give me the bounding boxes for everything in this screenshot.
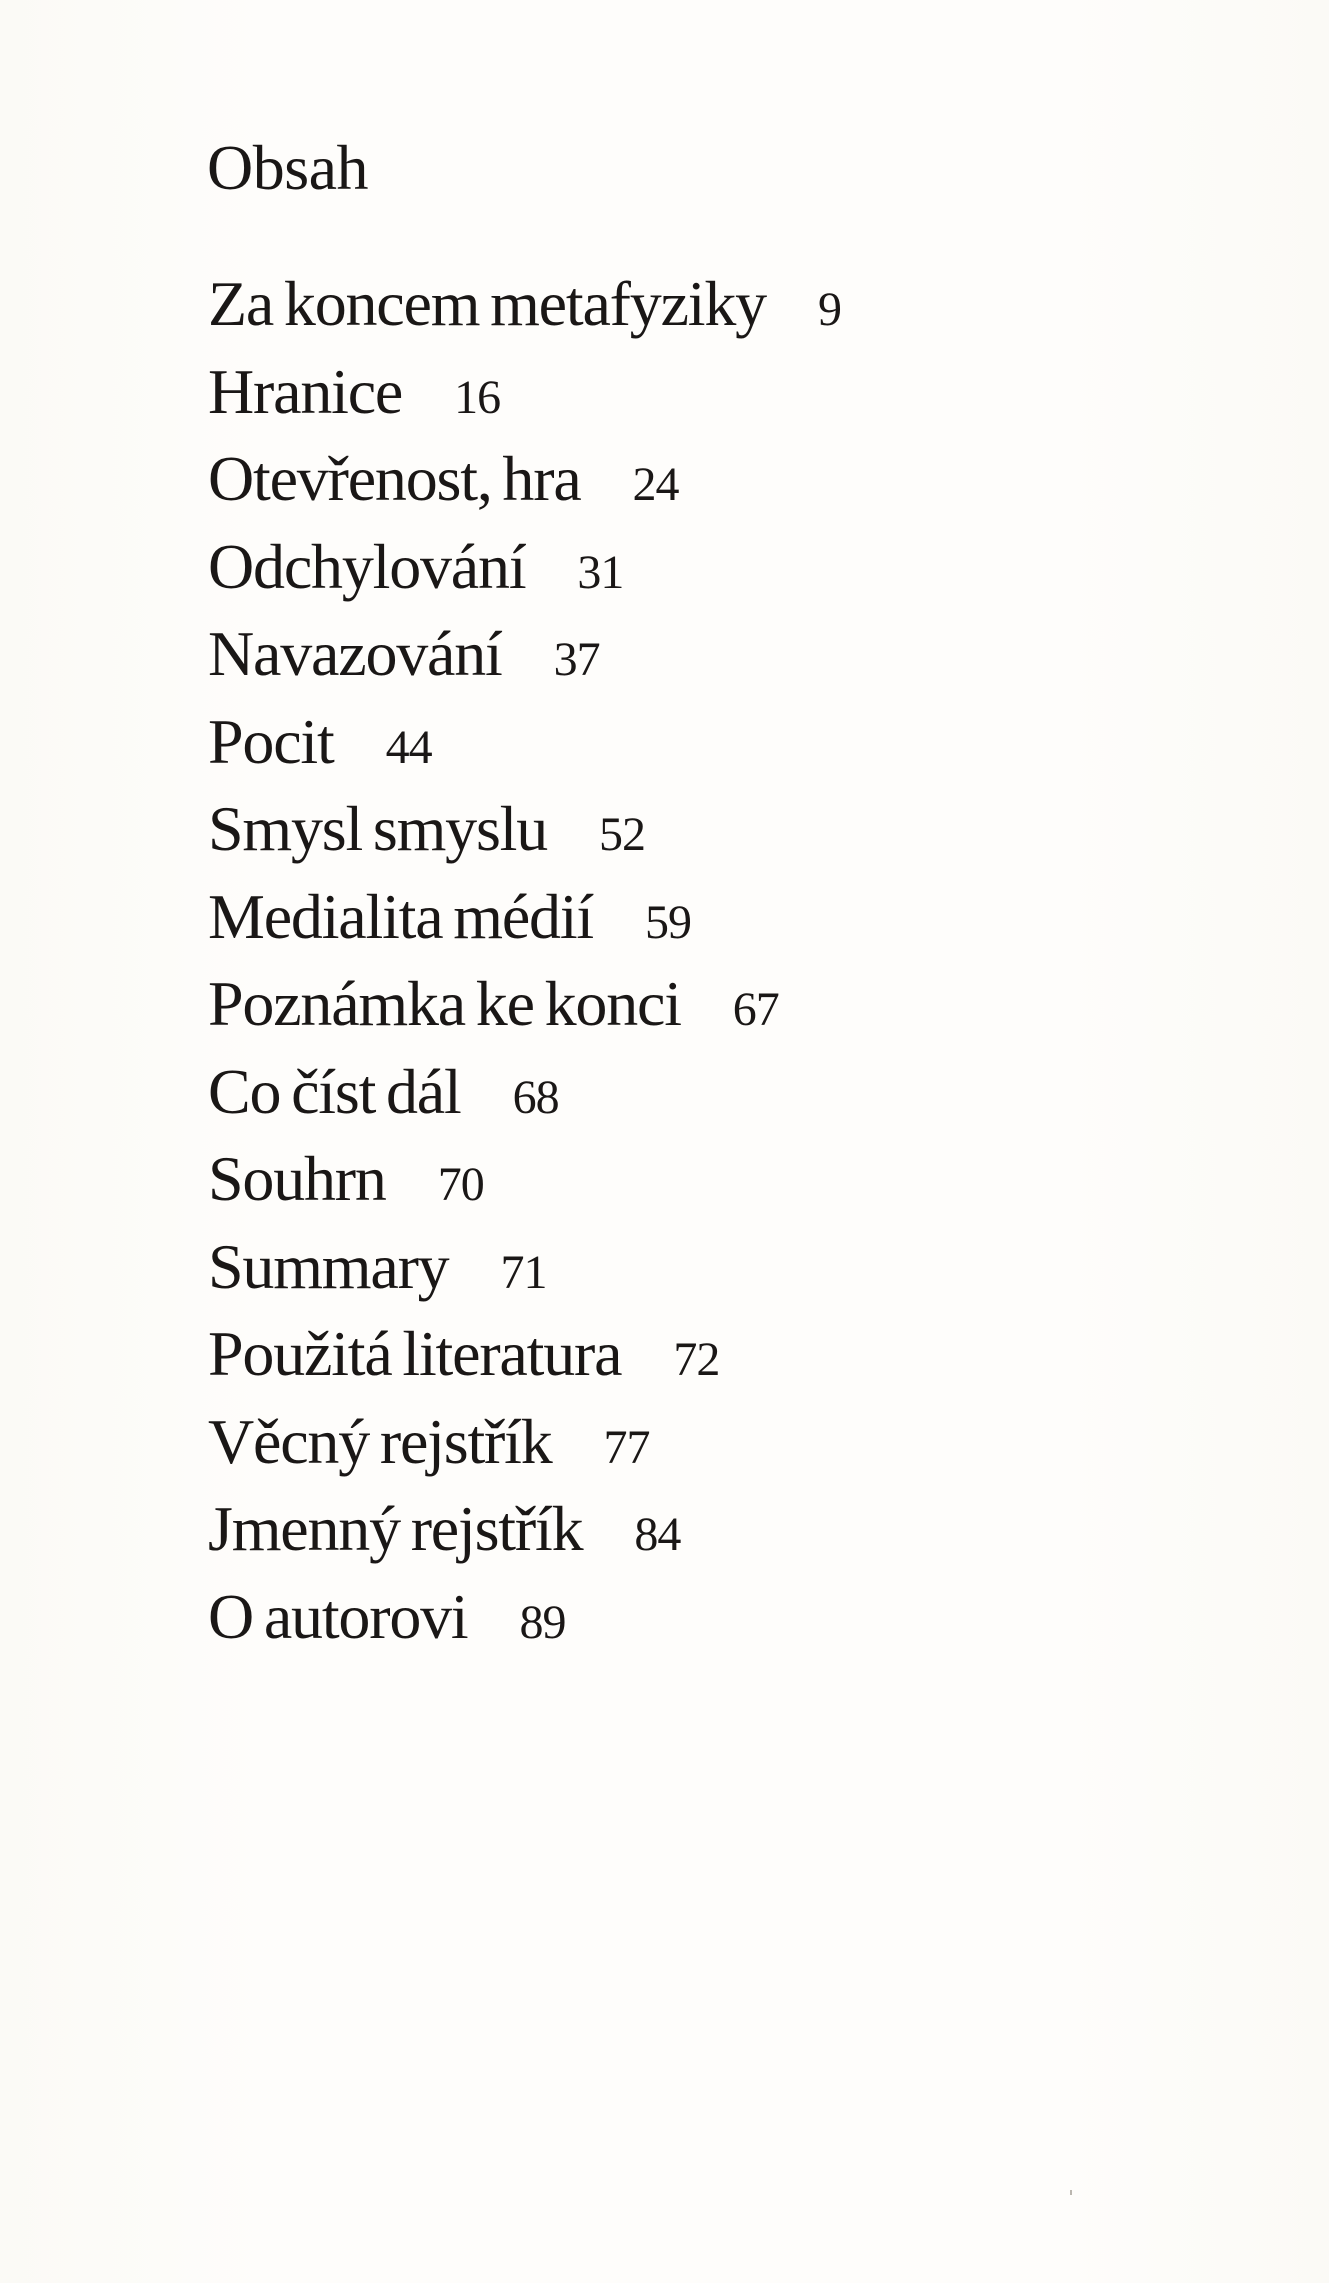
toc-entry [208,523,841,611]
paper-speck [1070,2190,1072,2195]
toc-entry-page: 52 [599,808,646,861]
toc-entry [208,698,841,786]
toc-entry-title: Věcný rejstřík [208,1405,552,1477]
toc-entry-title: Smysl smyslu [208,793,548,864]
toc-entry-title: Otevřenost, hra [208,443,581,514]
toc-entry [208,1310,841,1398]
toc-entry-page: 37 [553,633,600,686]
toc-entry [208,1048,841,1136]
toc-entry [208,1398,841,1486]
toc-entry-page: 72 [673,1333,720,1386]
toc-entry [208,610,841,698]
toc-entry-page: 44 [385,720,432,774]
toc-entry-title: Summary [208,1230,449,1302]
toc-entry-title: Co číst dál [208,1055,461,1127]
toc-entry-page: 70 [437,1158,484,1211]
toc-entry-title: Pocit [208,705,334,777]
toc-entry-page: 67 [732,983,779,1036]
toc-entry [208,960,841,1048]
toc-entry-title: Hranice [208,355,403,427]
toc-entry-title: Navazování [208,618,502,689]
toc-entry-page: 68 [512,1070,559,1124]
toc-entry [208,873,841,961]
toc-entry-page: 71 [500,1245,547,1299]
toc-entry [208,1223,841,1311]
toc-entry [208,260,841,348]
toc-entry-page: 84 [634,1508,681,1561]
toc-entry-page: 9 [817,283,841,336]
toc-entry [208,1573,841,1661]
toc-entry-page: 24 [632,458,679,511]
toc-heading: Obsah [207,132,369,203]
toc-entry-page: 31 [577,545,624,599]
toc-entry [208,348,841,436]
toc-entry-title: Za koncem metafyziky [208,268,766,339]
toc-entry-title: Poznámka ke konci [208,968,681,1039]
toc-entry-title: Souhrn [208,1143,386,1214]
toc-entry [208,435,841,523]
toc-entry [208,785,841,873]
table-of-contents [208,260,841,1660]
toc-entry-page: 77 [603,1420,650,1474]
toc-entry-title: Jmenný rejstřík [208,1493,583,1564]
toc-entry [208,1485,841,1573]
toc-entry-page: 89 [519,1595,566,1649]
toc-entry-page: 59 [645,895,692,949]
toc-entry [208,1135,841,1223]
toc-entry-title: Použitá literatura [208,1318,622,1389]
toc-entry-title: O autorovi [208,1580,468,1652]
toc-entry-page: 16 [454,370,501,424]
toc-entry-title: Medialita médií [208,880,594,952]
toc-entry-title: Odchylování [208,530,526,602]
